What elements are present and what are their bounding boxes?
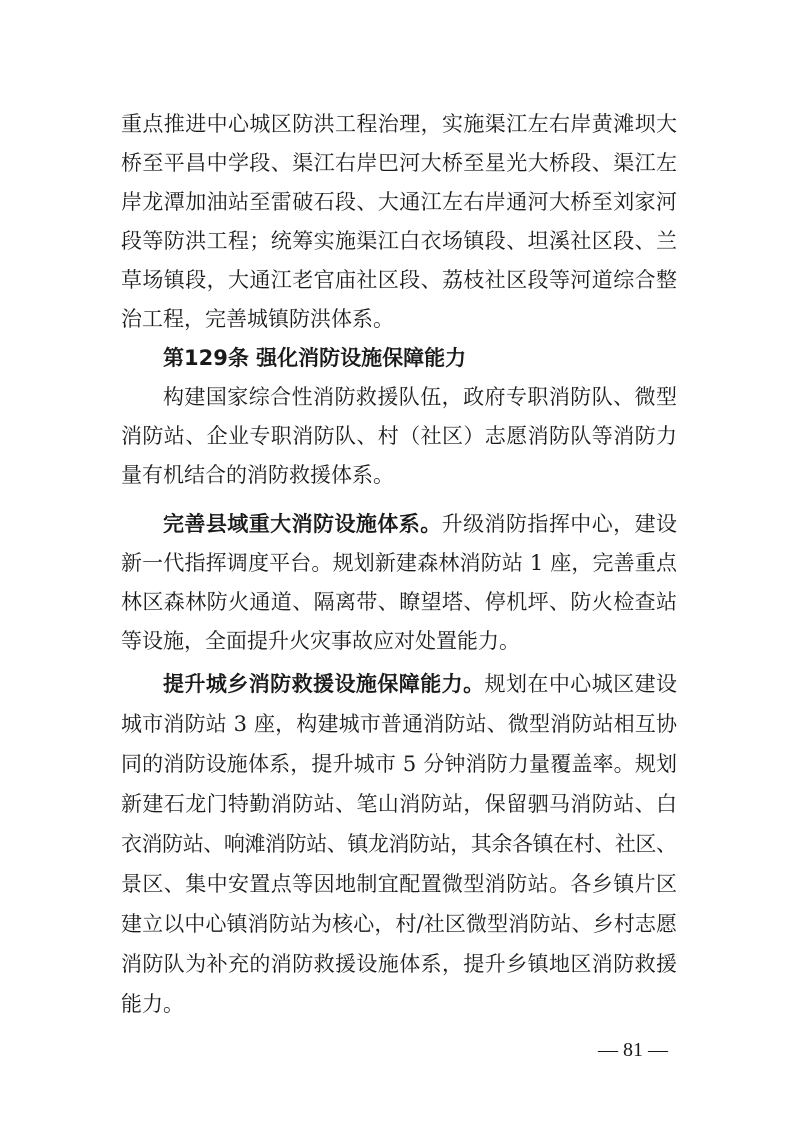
paragraph-1-line-6-text: 治工程，完善城镇防洪体系。 [121,307,394,331]
paragraph-3-line-4 [0,621,794,661]
paragraph-3-line-3 [0,582,794,622]
paragraph-4-line-9 [0,984,794,1024]
paragraph-4-line-3 [0,744,794,784]
paragraph-1-line-1-text: 重点推进中心城区防洪工程治理，实施渠江左右岸黄滩坝大 [121,112,678,136]
paragraph-2-line-1 [0,377,794,417]
paragraph-4-line-6-text: 景区、集中安置点等因地制宜配置微型消防站。各乡镇片区 [121,872,678,896]
paragraph-4-line-2 [0,704,794,744]
article-heading-text: 第129条 强化消防设施保障能力 [163,346,467,370]
paragraph-4-lead: 提升城乡消防救援设施保障能力。 [163,672,485,696]
paragraph-4-line-2-text: 城市消防站 3 座，构建城市普通消防站、微型消防站相互协 [121,712,678,736]
paragraph-4-line-9-text: 能力。 [121,992,184,1016]
paragraph-3-line-1-text: 升级消防指挥中心，建设 [441,512,678,536]
paragraph-4-line-6 [0,864,794,904]
paragraph-2-line-3-text: 量有机结合的消防救援体系。 [121,463,394,487]
paragraph-1-line-5 [0,260,794,300]
paragraph-1-line-6 [0,299,794,339]
paragraph-1-line-2 [0,143,794,183]
paragraph-1-line-5-text: 草场镇段，大通江老官庙社区段、荔枝社区段等河道综合整 [121,268,678,292]
paragraph-4-line-5 [0,824,794,864]
paragraph-1-line-3-text: 岸龙潭加油站至雷破石段、大通江左右岸通河大桥至刘家河 [121,190,678,214]
paragraph-3-line-1 [0,504,794,544]
paragraph-4-line-5-text: 衣消防站、响滩消防站、镇龙消防站，其余各镇在村、社区、 [121,832,677,856]
paragraph-3-line-3-text: 林区森林防火通道、隔离带、瞭望塔、停机坪、防火检查站 [121,590,678,614]
paragraph-4-line-8 [0,944,794,984]
paragraph-1-line-4-text: 段等防洪工程；统筹实施渠江白衣场镇段、坦溪社区段、兰 [121,229,678,253]
paragraph-4-line-1-content [163,664,677,704]
page-number: — 81 — [598,1039,668,1061]
paragraph-4-line-3-text: 同的消防设施体系，提升城市 5 分钟消防力量覆盖率。规划 [121,752,678,776]
paragraph-2-line-2-text: 消防站、企业专职消防队、村（社区）志愿消防队等消防力 [121,424,678,448]
paragraph-1-line-3 [0,182,794,222]
article-heading [0,338,794,378]
paragraph-3-line-1-content [163,504,677,544]
paragraph-3-lead: 完善县域重大消防设施体系。 [163,512,442,536]
paragraph-4-line-7 [0,904,794,944]
paragraph-4-line-7-text: 建立以中心镇消防站为核心，村/社区微型消防站、乡村志愿 [121,912,678,936]
paragraph-3-line-2 [0,543,794,583]
paragraph-2-line-1-text: 构建国家综合性消防救援队伍，政府专职消防队、微型 [163,385,678,409]
paragraph-4-line-4-text: 新建石龙门特勤消防站、笔山消防站，保留驷马消防站、白 [121,792,678,816]
paragraph-1-line-1 [0,104,794,144]
paragraph-4-line-8-text: 消防队为补充的消防救援设施体系，提升乡镇地区消防救援 [121,952,678,976]
paragraph-4-line-4 [0,784,794,824]
paragraph-3-line-2-text: 新一代指挥调度平台。规划新建森林消防站 1 座，完善重点 [121,551,678,575]
paragraph-4-line-1-text: 规划在中心城区建设 [484,672,678,696]
paragraph-2-line-2 [0,416,794,456]
paragraph-3-line-4-text: 等设施，全面提升火灾事故应对处置能力。 [121,629,520,653]
paragraph-1-line-2-text: 桥至平昌中学段、渠江右岸巴河大桥至星光大桥段、渠江左 [121,151,678,175]
paragraph-1-line-4 [0,221,794,261]
paragraph-2-line-3 [0,455,794,495]
paragraph-4-line-1 [0,664,794,704]
